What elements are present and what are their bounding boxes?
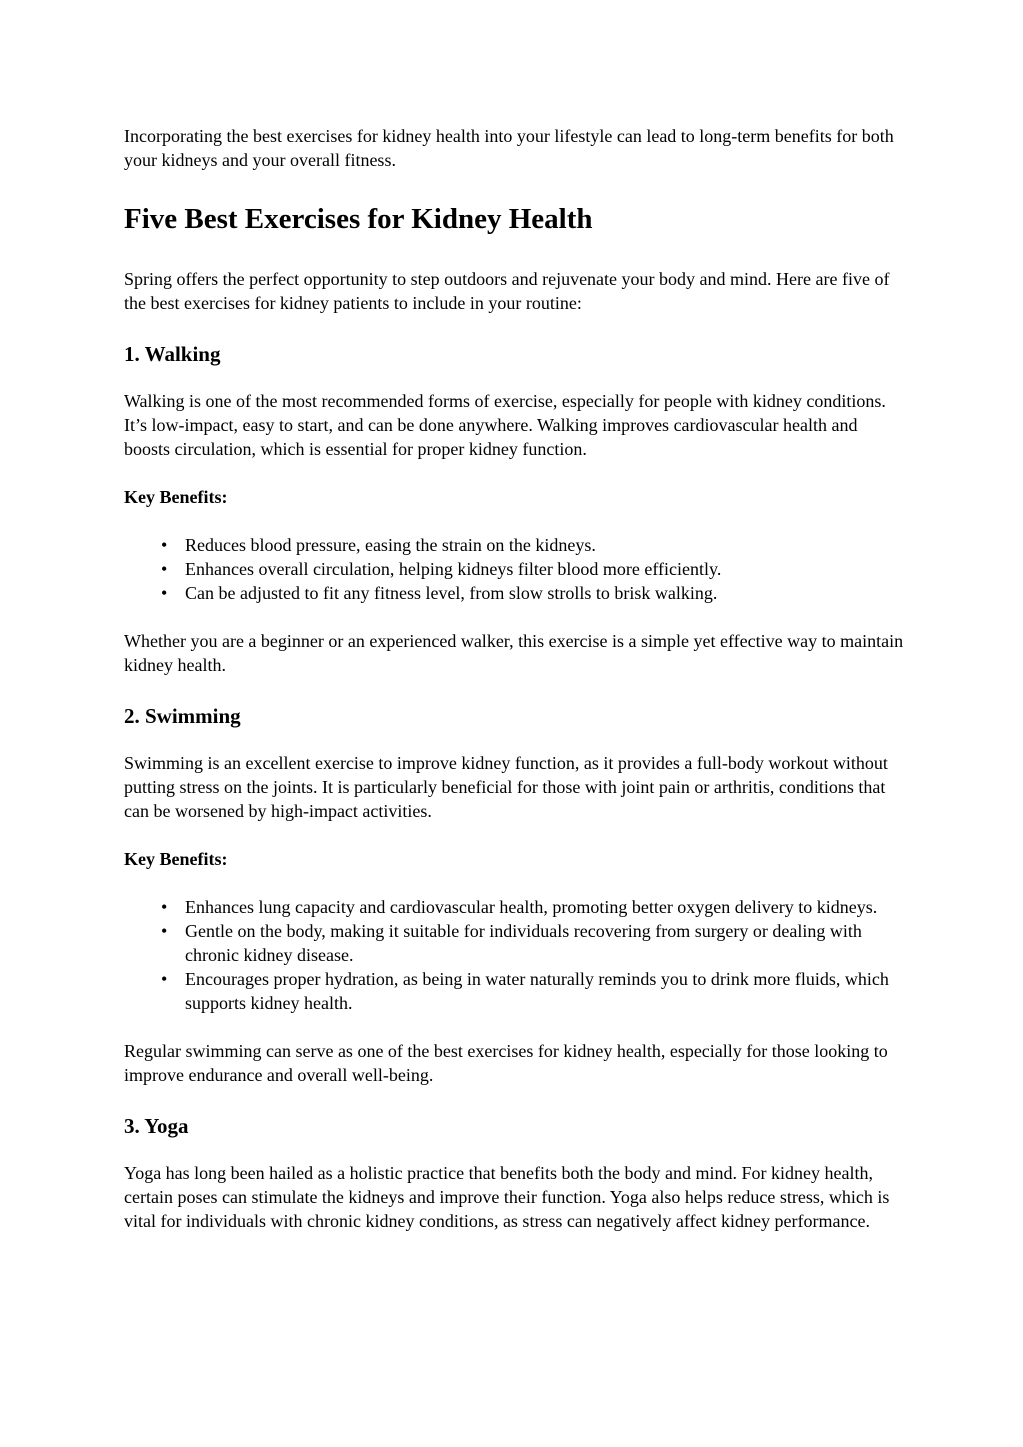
section-body-walking: Walking is one of the most recommended forms of exercise, especially for people with kidney conditions. It’s low-impact, easy to start, and can be done anywhere. Walking improves cardiovascular health and boosts circulation, which is essential for proper kidney function. (124, 391, 886, 459)
section-heading-walking: 1. Walking (124, 342, 221, 366)
page-title: Five Best Exercises for Kidney Health (124, 203, 593, 235)
intro-paragraph: Incorporating the best exercises for kidney health into your lifestyle can lead to long-term benefits for both your kidneys and your overall fitness. (124, 126, 894, 170)
lead-paragraph: Spring offers the perfect opportunity to step outdoors and rejuvenate your body and mind. Here are five of the best exercises for kidney patients to include in your routine: (124, 269, 890, 313)
section-body-yoga: Yoga has long been hailed as a holistic practice that benefits both the body and mind. For kidney health, certain poses can stimulate the kidneys and improve their function. Yoga also helps reduce stress, which is vital for individuals with chronic kidney conditions, as stress can negatively affect kidney performance. (124, 1163, 890, 1231)
benefits-list-walking (124, 533, 904, 605)
list-item: • Gentle on the body, making it suitable for individuals recovering from surgery or dealing with chronic kidney disease. (185, 919, 904, 967)
list-item: • Reduces blood pressure, easing the strain on the kidneys. (185, 533, 904, 557)
section-heading-yoga: 3. Yoga (124, 1114, 189, 1138)
list-item: • Can be adjusted to fit any fitness level, from slow strolls to brisk walking. (185, 581, 904, 605)
section-closing-swimming: Regular swimming can serve as one of the best exercises for kidney health, especially for those looking to improve endurance and overall well-being. (124, 1041, 888, 1085)
benefits-list-swimming (124, 895, 904, 1015)
section-heading-swimming: 2. Swimming (124, 704, 241, 728)
key-benefits-label-swimming: Key Benefits: (124, 849, 228, 869)
key-benefits-label-walking: Key Benefits: (124, 487, 228, 507)
list-item: • Enhances overall circulation, helping kidneys filter blood more efficiently. (185, 557, 904, 581)
list-item: • Enhances lung capacity and cardiovascular health, promoting better oxygen delivery to kidneys. (185, 895, 904, 919)
section-body-swimming: Swimming is an excellent exercise to improve kidney function, as it provides a full-body workout without putting stress on the joints. It is particularly beneficial for those with joint pain or arthritis, conditions that can be worsened by high-impact activities. (124, 753, 888, 821)
section-closing-walking: Whether you are a beginner or an experienced walker, this exercise is a simple yet effective way to maintain kidney health. (124, 631, 904, 675)
document-page (124, 124, 904, 1233)
list-item: • Encourages proper hydration, as being in water naturally reminds you to drink more fluids, which supports kidney health. (185, 967, 904, 1015)
